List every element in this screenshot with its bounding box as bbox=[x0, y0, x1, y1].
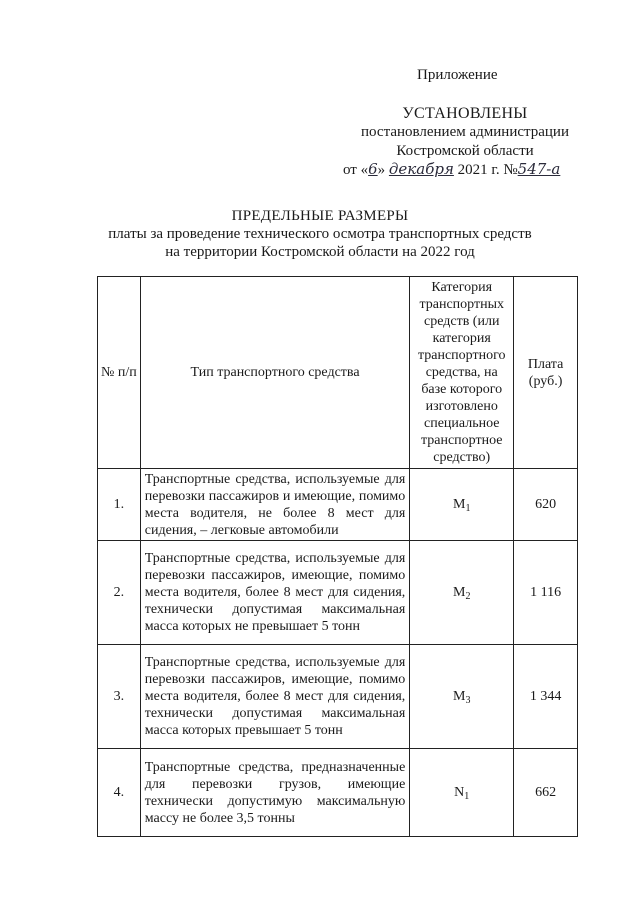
row-desc: Транспортные средства, предназначенные для перевозки грузов, имеющие технически допустимую максимальную массу не более 3,5 тонны bbox=[140, 749, 410, 837]
document-heading bbox=[0, 207, 640, 261]
table-header-row bbox=[98, 277, 578, 469]
annex-label: Приложение bbox=[417, 67, 498, 83]
row-num: 3. bbox=[98, 645, 141, 749]
approval-line-2: Костромской области bbox=[396, 143, 534, 159]
decree-date-line bbox=[343, 160, 560, 179]
decree-month-handwritten: декабря bbox=[388, 160, 454, 178]
table-row bbox=[98, 749, 578, 837]
row-desc: Транспортные средства, используемые для перевозки пассажиров, имеющие, помимо места водителя, более 8 мест для сидения, технически допустимая максимальная масса которых не превышает 5 тонн bbox=[140, 541, 410, 645]
row-num: 1. bbox=[98, 469, 141, 541]
header-fee: Плата (руб.) bbox=[514, 277, 578, 469]
approval-block bbox=[330, 104, 600, 161]
approval-title: УСТАНОВЛЕНЫ bbox=[402, 105, 528, 122]
row-category: $M_1$ bbox=[410, 469, 514, 541]
fees-table bbox=[97, 276, 578, 837]
row-category: $M_3$ bbox=[410, 645, 514, 749]
decree-number-handwritten: 547-а bbox=[517, 160, 561, 178]
heading-line-3: на территории Костромской области на 2022 год bbox=[165, 244, 475, 260]
decree-mid: » bbox=[377, 162, 386, 178]
row-category: $N_1$ bbox=[410, 749, 514, 837]
header-type: Тип транспортного средства bbox=[140, 277, 410, 469]
row-num: 2. bbox=[98, 541, 141, 645]
row-fee: 620 bbox=[514, 469, 578, 541]
row-fee: 1 116 bbox=[514, 541, 578, 645]
row-desc: Транспортные средства, используемые для перевозки пассажиров и имеющие, помимо места водителя, не более 8 мест для сидения, – легковые автомобили bbox=[140, 469, 410, 541]
table-row bbox=[98, 645, 578, 749]
header-category: Категория транспортных средств (или категория транспортного средства, на базе которого изготовлено специальное транспортное средство) bbox=[410, 277, 514, 469]
row-fee: 1 344 bbox=[514, 645, 578, 749]
row-num: 4. bbox=[98, 749, 141, 837]
decree-year: 2021 г. № bbox=[457, 162, 518, 178]
row-fee: 662 bbox=[514, 749, 578, 837]
header-num: № п/п bbox=[98, 277, 141, 469]
heading-line-2: платы за проведение технического осмотра транспортных средств bbox=[108, 226, 532, 242]
heading-title: ПРЕДЕЛЬНЫЕ РАЗМЕРЫ bbox=[231, 208, 409, 224]
table-row bbox=[98, 541, 578, 645]
row-desc: Транспортные средства, используемые для перевозки пассажиров, имеющие, помимо места водителя, более 8 мест для сидения, технически допустимая максимальная масса которых превышает 5 тонн bbox=[140, 645, 410, 749]
row-category: $M_2$ bbox=[410, 541, 514, 645]
approval-line-1: постановлением администрации bbox=[361, 124, 569, 140]
decree-day-handwritten: 6 bbox=[368, 160, 378, 178]
decree-prefix: от « bbox=[343, 162, 369, 178]
table-row bbox=[98, 469, 578, 541]
